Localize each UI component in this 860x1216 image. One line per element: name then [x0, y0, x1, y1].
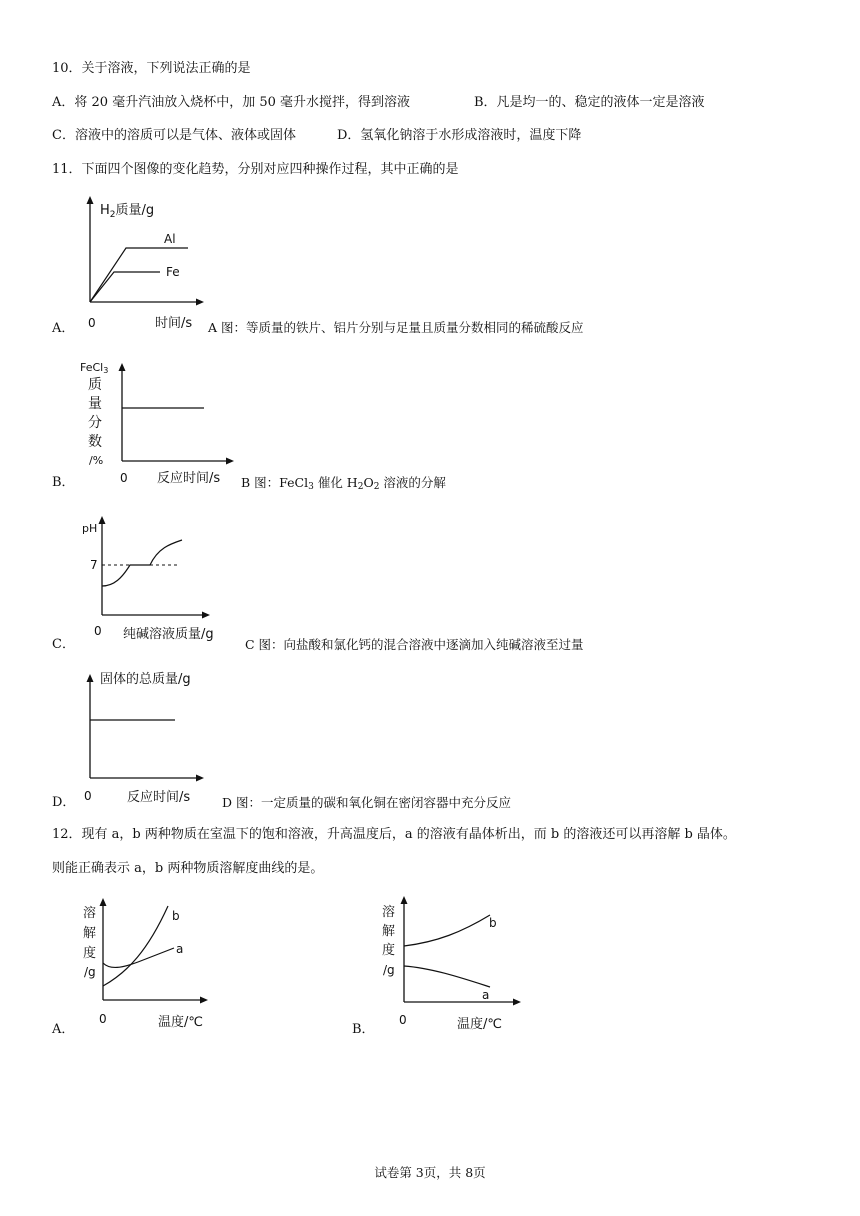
q11-stem: 11．下面四个图像的变化趋势，分别对应四种操作过程，其中正确的是 [52, 162, 459, 177]
q10-option-b: B．凡是均一的、稳定的液体一定是溶液 [474, 95, 705, 110]
page-footer: 试卷第 3页，共 8页 [374, 1165, 486, 1180]
q11-a-series-fe: Fe [166, 265, 180, 279]
q12-a-ylabel-3: 度 [83, 946, 97, 961]
q11-c-xlabel: 纯碱溶液质量/g [123, 627, 214, 642]
q12-stem-1: 12．现有 a，b 两种物质在室温下的饱和溶液，升高温度后，a 的溶液有晶体析出，而 b 的溶液还可以再溶解 b 晶体。 [52, 827, 736, 842]
q10-option-c: C．溶液中的溶质可以是气体、液体或固体 [52, 128, 296, 143]
q11-a-caption: A 图：等质量的铁片、铝片分别与足量且质量分数相同的稀硫酸反应 [208, 320, 584, 335]
q11-c-yvalue: 7 [90, 558, 98, 572]
q11-d-origin: 0 [84, 789, 92, 803]
q12-a-series-a: a [176, 942, 184, 956]
q11-d-letter: D． [52, 795, 76, 810]
q11-b-ylabel-3: 分 [88, 415, 102, 431]
q12-b-curve-b [404, 915, 490, 946]
q11-c-letter: C． [52, 637, 75, 652]
q11-a-series-al: Al [164, 232, 176, 246]
q10-option-d: D．氢氧化钠溶于水形成溶液时，温度下降 [337, 128, 582, 143]
q11-b-ylabel-unit: /% [89, 454, 104, 467]
q12-b-series-b: b [489, 916, 497, 930]
q12-a-ylabel-unit: /g [84, 965, 96, 979]
q12-a-graph [78, 890, 228, 1040]
q12-b-origin: 0 [399, 1013, 407, 1027]
q11-b-letter: B． [52, 475, 75, 490]
q12-a-origin: 0 [99, 1012, 107, 1026]
q11-d-xlabel: 反应时间/s [127, 790, 191, 805]
q11-b-graph [70, 355, 240, 490]
q11-a-letter: A． [52, 321, 75, 336]
q12-stem-2: 则能正确表示 a，b 两种物质溶解度曲线的是。 [52, 861, 324, 876]
q11-c-origin: 0 [94, 624, 102, 638]
q11-d-graph [70, 664, 230, 809]
q12-b-curve-a [404, 966, 490, 987]
q12-a-ylabel-2: 解 [83, 926, 97, 941]
q12-a-ylabel-1: 溶 [83, 906, 97, 921]
q11-a-graph [70, 190, 210, 340]
q11-c-curve [102, 540, 182, 586]
q12-b-series-a: a [482, 988, 490, 1002]
q11-b-ylabel-4: 数 [88, 434, 102, 450]
q11-b-caption: B 图：FeCl$_3$ 催化 $H_2O_2$ 溶液的分解 [241, 475, 446, 492]
q11-a-ylabel: $H_2$质量/g [100, 203, 155, 220]
q12-b-ylabel-unit: /g [383, 963, 395, 977]
q12-a-series-b: b [172, 909, 180, 923]
q12-a-curve-b [103, 906, 168, 986]
q11-d-ylabel: 固体的总质量/g [100, 672, 191, 687]
q12-a-letter: A． [52, 1022, 75, 1037]
q11-b-ylabel-1: 质 [88, 377, 102, 393]
q11-b-xlabel: 反应时间/s [157, 471, 221, 486]
q11-b-ylabel-2: 量 [88, 396, 102, 412]
q11-c-ylabel: pH [82, 522, 98, 535]
q12-a-curve-a [103, 948, 174, 967]
q12-b-ylabel-2: 解 [382, 924, 396, 939]
q11-a-origin: 0 [88, 316, 96, 330]
q12-a-xlabel: 温度/℃ [158, 1015, 203, 1030]
q12-b-ylabel-1: 溶 [382, 905, 396, 920]
q12-b-graph [377, 890, 537, 1040]
q10-option-a: A．将 20 毫升汽油放入烧杯中，加 50 毫升水搅拌，得到溶液 [52, 95, 411, 110]
q12-b-letter: B． [352, 1022, 375, 1037]
q11-c-graph [78, 508, 248, 648]
q11-c-caption: C 图：向盐酸和氯化钙的混合溶液中逐滴加入纯碱溶液至过量 [245, 637, 584, 652]
q11-b-ylabel-top: FeCl3 [80, 361, 109, 375]
q11-d-caption: D 图：一定质量的碳和氧化铜在密闭容器中充分反应 [222, 795, 511, 810]
q11-b-origin: 0 [120, 471, 128, 485]
q12-b-ylabel-3: 度 [382, 943, 396, 958]
q11-a-xlabel: 时间/s [155, 316, 193, 331]
q10-stem: 10．关于溶液，下列说法正确的是 [52, 61, 251, 76]
q12-b-xlabel: 温度/℃ [457, 1017, 502, 1032]
